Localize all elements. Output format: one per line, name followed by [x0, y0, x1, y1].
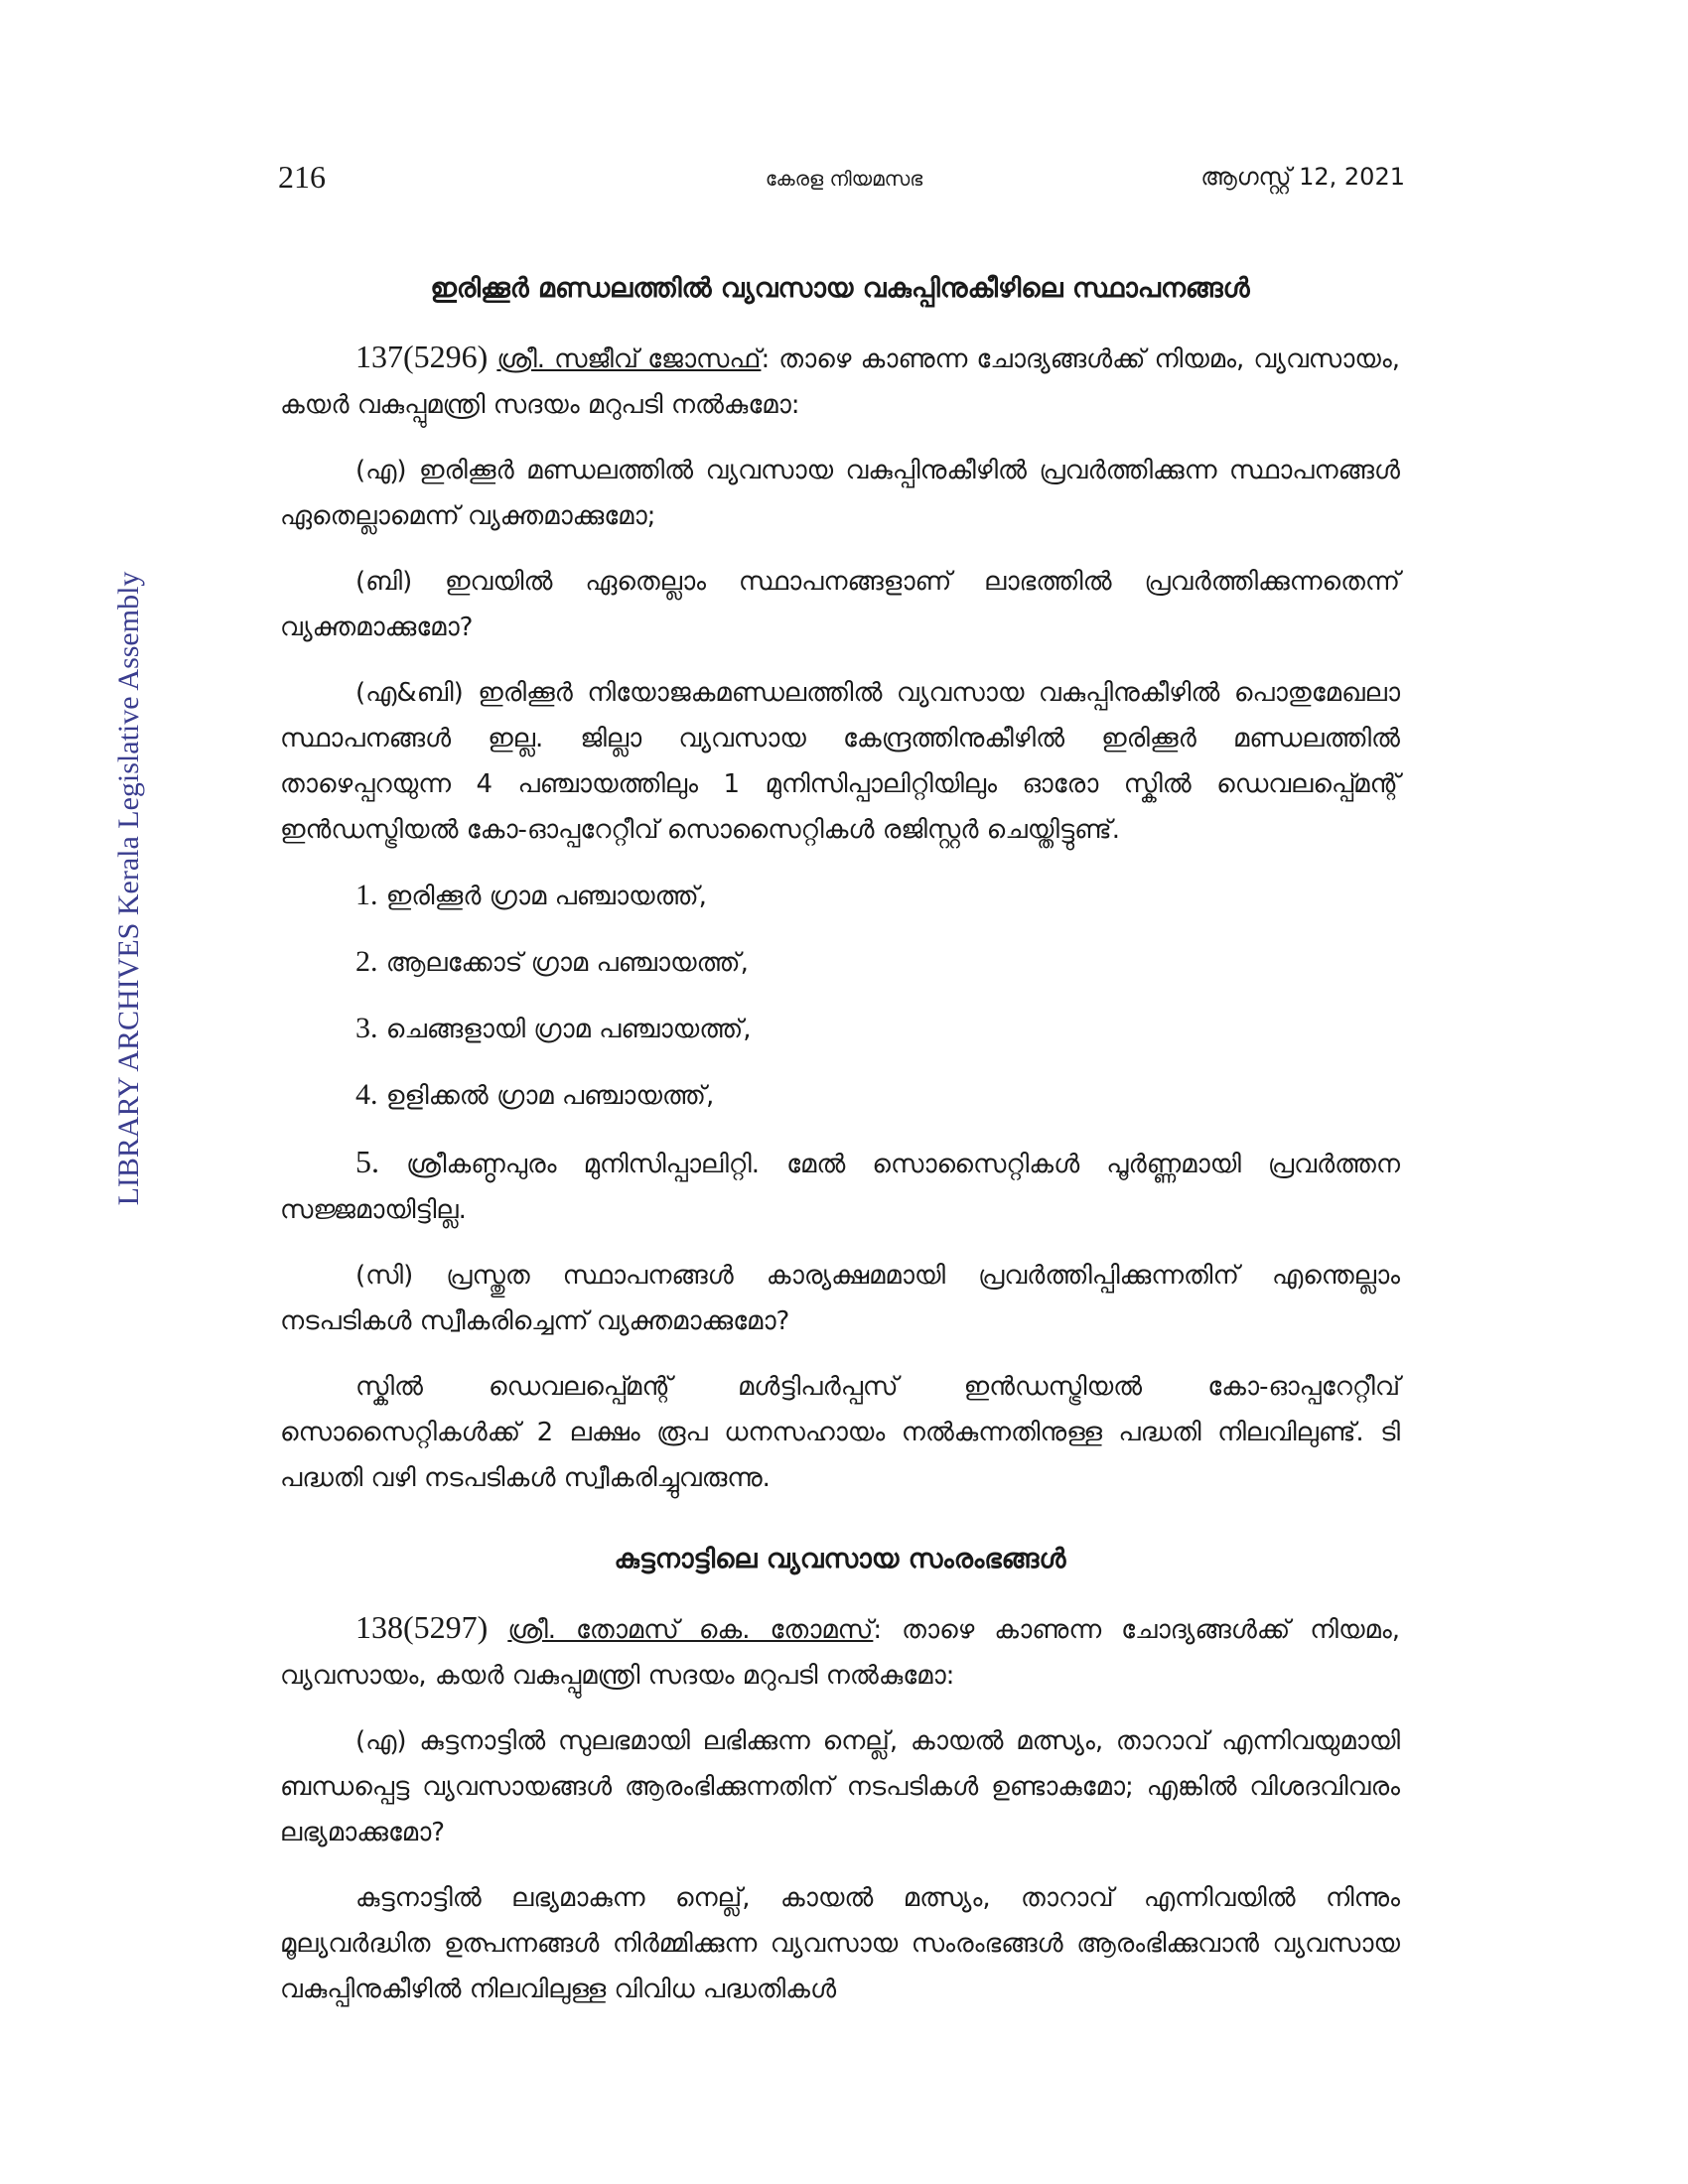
header-date: ആഗസ്റ്റ് 12, 2021	[1200, 163, 1405, 191]
answer-ab: (എ&ബി) ഇരിക്കൂർ നിയോജകമണ്ഡലത്തിൽ വ്യവസായ വകുപ്പിനുകീഴിൽ പൊതുമേഖലാ സ്ഥാപനങ്ങൾ ഇല്ല. ജില്ലാ വ്യവസായ കേന്ദ്രത്തിനുകീഴിൽ ഇരിക്കൂർ മണ്ഡലത്തിൽ താഴെപ്പറയുന്ന 4 പഞ്ചായത്തിലും 1 മുനിസിപ്പാലിറ്റിയിലും ഓരോ സ്കിൽ ഡെവലപ്പ്മെന്റ് ഇൻഡസ്ട്രിയൽ കോ-ഓപ്പറേറ്റീവ് സൊസൈറ്റികൾ രജിസ്റ്റർ ചെയ്തിട്ടുണ്ട്.	[280, 678, 1400, 845]
page-content	[280, 266, 1400, 2032]
section-heading: ഇരിക്കൂർ മണ്ഡലത്തിൽ വ്യവസായ വകുപ്പിനുകീഴിലെ സ്ഥാപനങ്ങൾ	[430, 273, 1250, 304]
list-item-number: 5.	[355, 1144, 379, 1179]
question-intro	[280, 334, 1400, 428]
list-item-number: 3.	[355, 1012, 378, 1044]
list-item	[355, 1072, 1400, 1119]
list-item-number: 2.	[355, 945, 378, 978]
question-a: (എ) ഇരിക്കൂർ മണ്ഡലത്തിൽ വ്യവസായ വകുപ്പിനുകീഴിൽ പ്രവർത്തിക്കുന്ന സ്ഥാപനങ്ങൾ ഏതെല്ലാമെന്ന് വ്യക്തമാക്കുമോ;	[280, 456, 1400, 531]
member-name: ശ്രീ. സജീവ് ജോസഫ്	[496, 344, 762, 374]
question-intro	[280, 1604, 1400, 1699]
list-item-text: ഉളിക്കൽ ഗ്രാമ പഞ്ചായത്ത്,	[385, 1081, 715, 1111]
answer-c: സ്കിൽ ഡെവലപ്പ്മെന്റ് മൾട്ടിപർപ്പസ് ഇൻഡസ്ട്രിയൽ കോ-ഓപ്പറേറ്റീവ് സൊസൈറ്റികൾക്ക് 2 ലക്ഷം രൂപ ധനസഹായം നൽകുന്നതിനുള്ള പദ്ധതി നിലവിലുണ്ട്. ടി പദ്ധതി വഴി നടപടികൾ സ്വീകരിച്ചുവരുന്നു.	[280, 1372, 1400, 1493]
question-c: (സി) പ്രസ്തുത സ്ഥാപനങ്ങൾ കാര്യക്ഷമമായി പ്രവർത്തിപ്പിക്കുന്നതിന് എന്തെല്ലാം നടപടികൾ സ്വീകരിച്ചെന്ന് വ്യക്തമാക്കുമോ?	[280, 1261, 1400, 1336]
section-heading: കുട്ടനാട്ടിലെ വ്യവസായ സംരംഭങ്ങൾ	[614, 1544, 1066, 1574]
question-b: (ബി) ഇവയിൽ ഏതെല്ലാം സ്ഥാപനങ്ങളാണ് ലാഭത്തിൽ പ്രവർത്തിക്കുന്നതെന്ന് വ്യക്തമാക്കുമോ?	[280, 567, 1400, 642]
list-item-text: ശ്രീകണ്ഠപുരം മുനിസിപ്പാലിറ്റി. മേൽ സൊസൈറ്റികൾ പൂർണ്ണമായി പ്രവർത്തന സജ്ജമായിട്ടില്ല.	[280, 1150, 1401, 1225]
list-item-number: 4.	[355, 1078, 378, 1111]
list-item	[355, 939, 1400, 986]
running-header-title: കേരള നിയമസഭ	[765, 167, 923, 191]
list-item-number: 1.	[355, 879, 378, 911]
list-item	[355, 873, 1400, 919]
answer-a: കുട്ടനാട്ടിൽ ലഭ്യമാകുന്ന നെല്ല്, കായൽ മത്സ്യം, താറാവ് എന്നിവയിൽ നിന്നും മൂല്യവർദ്ധിത ഉത്പന്നങ്ങൾ നിർമ്മിക്കുന്ന വ്യവസായ സംരംഭങ്ങൾ ആരംഭിക്കുവാൻ വ്യവസായ വകുപ്പിനുകീഴിൽ നിലവിലുള്ള വിവിധ പദ്ധതികൾ	[280, 1883, 1400, 2004]
question-a: (എ) കുട്ടനാട്ടിൽ സുലഭമായി ലഭിക്കുന്ന നെല്ല്, കായൽ മത്സ്യം, താറാവ് എന്നിവയുമായി ബന്ധപ്പെട്ട വ്യവസായങ്ങൾ ആരംഭിക്കുന്നതിന് നടപടികൾ ഉണ്ടാകുമോ; എങ്കിൽ വിശദവിവരം ലഭ്യമാക്കുമോ?	[280, 1726, 1400, 1847]
list-item-text: ആലക്കോട് ഗ്രാമ പഞ്ചായത്ത്,	[385, 948, 749, 978]
list-item-5	[280, 1139, 1400, 1233]
member-name: ശ്രീ. തോമസ് കെ. തോമസ്	[507, 1615, 874, 1645]
question-number: 138(5297)	[355, 1609, 489, 1645]
question-number: 137(5296)	[355, 339, 489, 374]
list-item-text: ഇരിക്കൂർ ഗ്രാമ പഞ്ചായത്ത്,	[385, 882, 707, 911]
archive-watermark: LIBRARY ARCHIVES Kerala Legislative Assembly	[112, 571, 145, 1206]
question-intro-text: : താഴെ കാണുന്ന ചോദ്യങ്ങൾക്ക് നിയമം, വ്യവസായം, കയർ വകുപ്പുമന്ത്രി സദയം മറുപടി നൽകുമോ:	[280, 344, 1400, 420]
page-number: 216	[278, 159, 326, 195]
question-intro-text: : താഴെ കാണുന്ന ചോദ്യങ്ങൾക്ക് നിയമം, വ്യവസായം, കയർ വകുപ്പുമന്ത്രി സദയം മറുപടി നൽകുമോ:	[280, 1615, 1401, 1691]
list-item	[355, 1006, 1400, 1052]
list-item-text: ചെങ്ങളായി ഗ്രാമ പഞ്ചായത്ത്,	[385, 1015, 752, 1044]
